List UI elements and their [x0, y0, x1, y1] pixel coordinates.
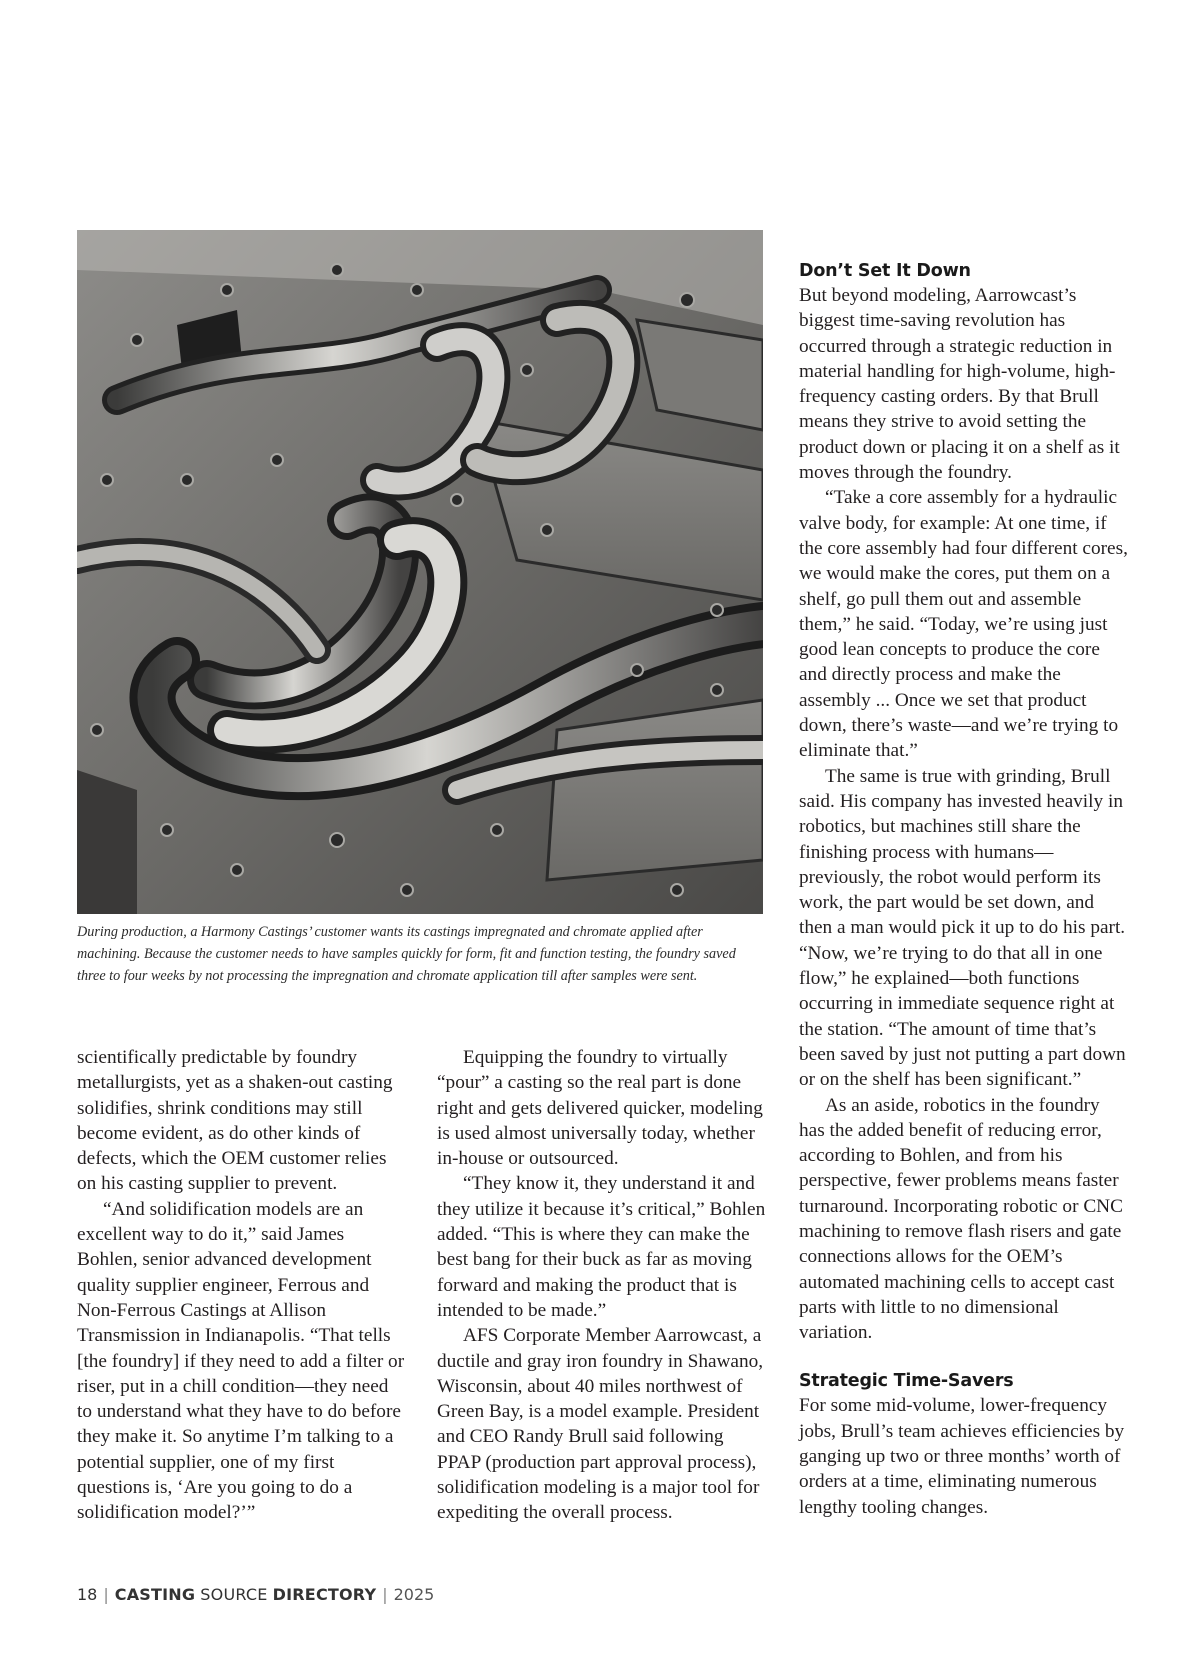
- section-heading: Don’t Set It Down: [799, 261, 971, 281]
- left-column: [77, 1045, 407, 1526]
- casting-tooling-illustration: [77, 230, 763, 914]
- paragraph: But beyond modeling, Aarrowcast’s biggest time-saving revolution has occurred through a strategic reduction in material handling for high-volume, high-frequency casting orders. By that Brull means they strive to avoid setting the product down or placing it on a shelf as it moves through the foundry.: [799, 285, 1120, 484]
- photo-caption: During production, a Harmony Castings’ customer wants its castings impregnated and chromate applied after machining. Because the customer needs to have samples quickly for form, fit and function testing, the foundry saved three to four weeks by not processing the impregnation and chromate application till after samples were sent.: [77, 924, 736, 984]
- casting-tooling-photo: [77, 230, 763, 914]
- paragraph: As an aside, robotics in the foundry has the added benefit of reducing error, according to Bohlen, and from his perspective, fewer problems means faster turnaround. Incorporating robotic or CNC machining to remove flash risers and gate connections allows for the OEM’s automated machining cells to accept cast parts with little to no dimensional variation.: [799, 1094, 1123, 1344]
- publication-name-part: CASTING: [114, 1585, 196, 1604]
- section-spacer: [799, 1345, 1129, 1369]
- publication-year: 2025: [393, 1585, 435, 1604]
- footer-separator: |: [103, 1585, 109, 1604]
- paragraph: “Take a core assembly for a hydraulic valve body, for example: At one time, if the core assembly had four different cores, we would make the cores, put them on a shelf, go pull them out and assemble them,” he said. “Today, we’re using just good lean concepts to produce the core and directly process and make the assembly ... Once we set that product down, there’s waste—and we’re trying to eliminate that.”: [799, 487, 1128, 762]
- publication-name-part: SOURCE: [200, 1585, 268, 1604]
- paragraph: Equipping the foundry to virtually “pour” a casting so the real part is done right and gets delivered quicker, modeling is used almost universally today, whether in-house or outsourced.: [437, 1047, 763, 1170]
- paragraph: The same is true with grinding, Brull said. His company has invested heavily in robotics, but machines still share the finishing process with humans—previously, the robot would perform its work, the part would be set down, and then a man would pick it up to do his part. “Now, we’re trying to do that all in one flow,” he explained—both functions occurring in immediate sequence right at the station. “The amount of time that’s been saved by just not putting a part down or on the shelf has been significant.”: [799, 765, 1126, 1091]
- paragraph: For some mid-volume, lower-frequency jobs, Brull’s team achieves efficiencies by ganging up two or three months’ worth of orders at a time, eliminating numerous lengthy tooling changes.: [799, 1395, 1125, 1518]
- paragraph: “And solidification models are an excellent way to do it,” said James Bohlen, senior advanced development quality supplier engineer, Ferrous and Non-Ferrous Castings at Allison Transmission in Indianapolis. “That tells [the foundry] if they need to add a filter or riser, put in a chill condition—they need to understand what they have to do before they make it. So anytime I’m talking to a potential supplier, one of my first questions is, ‘Are you going to do a solidification model?’”: [77, 1198, 405, 1524]
- publication-name-part: DIRECTORY: [272, 1585, 377, 1604]
- page-footer: [77, 1585, 434, 1604]
- paragraph: “They know it, they understand it and they utilize it because it’s critical,” Bohlen added. “This is where they can make the best bang for their buck as far as moving forward and making the product that is intended to be made.”: [437, 1173, 766, 1321]
- footer-separator: |: [382, 1585, 388, 1604]
- page-number: 18: [77, 1585, 98, 1604]
- middle-column: [437, 1045, 767, 1526]
- right-column: [799, 259, 1129, 1520]
- paragraph: AFS Corporate Member Aarrowcast, a ductile and gray iron foundry in Shawano, Wisconsin, about 40 miles northwest of Green Bay, is a model example. President and CEO Randy Brull said following PPAP (production part approval process), solidification modeling is a major tool for expediting the overall process.: [437, 1325, 764, 1524]
- section-heading: Strategic Time-Savers: [799, 1371, 1014, 1392]
- paragraph: scientifically predictable by foundry metallurgists, yet as a shaken-out casting solidifies, shrink conditions may still become evident, as do other kinds of defects, which the OEM customer relies on his casting supplier to prevent.: [77, 1047, 393, 1195]
